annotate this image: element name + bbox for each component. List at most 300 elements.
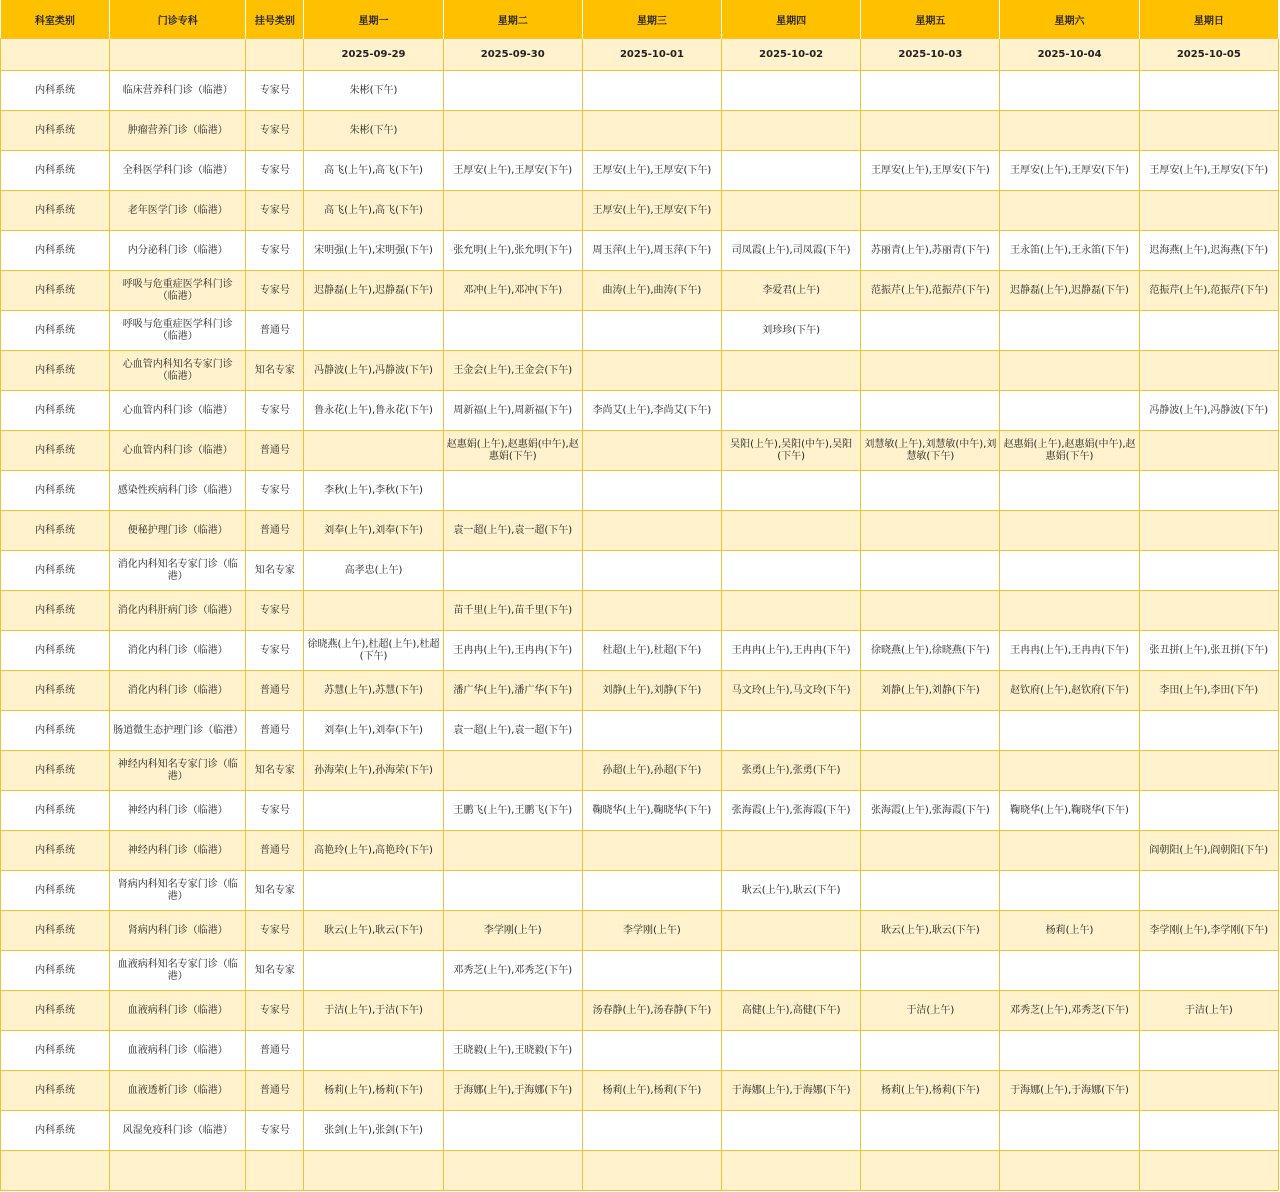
- mon-cell[interactable]: [304, 1151, 443, 1191]
- sat-cell[interactable]: [1000, 511, 1139, 551]
- thu-cell[interactable]: [722, 191, 861, 231]
- tue-cell[interactable]: 周新福(上午),周新福(下午): [443, 391, 582, 431]
- clinic-cell: 血液病科知名专家门诊（临港）: [110, 951, 246, 991]
- dept-category-cell: 内科系统: [1, 191, 110, 231]
- wed-cell[interactable]: 曲涛(上午),曲涛(下午): [582, 271, 721, 311]
- col-header-mon: 星期一: [304, 0, 443, 39]
- reg-type-cell: 知名专家: [246, 751, 304, 791]
- sun-cell[interactable]: [1139, 1071, 1278, 1111]
- clinic-cell: [110, 1151, 246, 1191]
- col-header-clinic: 门诊专科: [110, 0, 246, 39]
- wed-cell[interactable]: [582, 431, 721, 471]
- fri-cell[interactable]: 杨莉(上午),杨莉(下午): [861, 1071, 1000, 1111]
- tue-cell[interactable]: [443, 111, 582, 151]
- thu-cell[interactable]: 张海霞(上午),张海霞(下午): [722, 791, 861, 831]
- tue-cell[interactable]: [443, 871, 582, 911]
- thu-cell[interactable]: 司凤霞(上午),司凤霞(下午): [722, 231, 861, 271]
- clinic-cell: 老年医学门诊（临港）: [110, 191, 246, 231]
- tue-cell[interactable]: 王鹏飞(上午),王鹏飞(下午): [443, 791, 582, 831]
- sun-cell[interactable]: 李学刚(上午),李学刚(下午): [1139, 911, 1278, 951]
- reg-type-cell: 普通号: [246, 711, 304, 751]
- sat-cell[interactable]: [1000, 831, 1139, 871]
- wed-cell[interactable]: [582, 1111, 721, 1151]
- fri-cell[interactable]: 徐晓燕(上午),徐晓燕(下午): [861, 631, 1000, 671]
- fri-cell[interactable]: [861, 191, 1000, 231]
- sun-cell[interactable]: 于洁(上午): [1139, 991, 1278, 1031]
- dept-category-cell: 内科系统: [1, 751, 110, 791]
- tue-cell[interactable]: 张允明(上午),张允明(下午): [443, 231, 582, 271]
- clinic-cell: 神经内科门诊（临港）: [110, 831, 246, 871]
- sat-cell[interactable]: [1000, 71, 1139, 111]
- table-row: [1, 751, 1279, 791]
- thu-cell[interactable]: [722, 351, 861, 391]
- dept-category-cell: 内科系统: [1, 231, 110, 271]
- wed-cell[interactable]: 李尚艾(上午),李尚艾(下午): [582, 391, 721, 431]
- tue-cell[interactable]: [443, 551, 582, 591]
- sat-cell[interactable]: [1000, 951, 1139, 991]
- sat-cell[interactable]: 赵惠娟(上午),赵惠娟(中午),赵惠娟(下午): [1000, 431, 1139, 471]
- wed-cell[interactable]: [582, 831, 721, 871]
- wed-cell[interactable]: [582, 871, 721, 911]
- wed-cell[interactable]: [582, 1031, 721, 1071]
- sun-cell[interactable]: [1139, 511, 1278, 551]
- reg-type-cell: 专家号: [246, 111, 304, 151]
- reg-type-cell: 专家号: [246, 1111, 304, 1151]
- fri-cell[interactable]: [861, 591, 1000, 631]
- wed-cell[interactable]: [582, 951, 721, 991]
- thu-cell[interactable]: 马文玲(上午),马文玲(下午): [722, 671, 861, 711]
- reg-type-cell: 知名专家: [246, 871, 304, 911]
- reg-type-cell: 普通号: [246, 1031, 304, 1071]
- wed-cell[interactable]: 刘静(上午),刘静(下午): [582, 671, 721, 711]
- tue-cell[interactable]: 赵惠娟(上午),赵惠娟(中午),赵惠娟(下午): [443, 431, 582, 471]
- col-header-sat: 星期六: [1000, 0, 1139, 39]
- sun-cell[interactable]: 范振芹(上午),范振芹(下午): [1139, 271, 1278, 311]
- sat-cell[interactable]: [1000, 591, 1139, 631]
- reg-type-cell: 专家号: [246, 991, 304, 1031]
- reg-type-cell: 专家号: [246, 591, 304, 631]
- mon-cell[interactable]: 宋明强(上午),宋明强(下午): [304, 231, 443, 271]
- tue-cell[interactable]: 邓秀芝(上午),邓秀芝(下午): [443, 951, 582, 991]
- sat-cell[interactable]: [1000, 311, 1139, 351]
- clinic-cell: 呼吸与危重症医学科门诊（临港）: [110, 311, 246, 351]
- mon-cell[interactable]: 高飞(上午),高飞(下午): [304, 191, 443, 231]
- tue-cell[interactable]: [443, 991, 582, 1031]
- tue-cell[interactable]: 于海娜(上午),于海娜(下午): [443, 1071, 582, 1111]
- tue-cell[interactable]: [443, 311, 582, 351]
- sat-cell[interactable]: [1000, 111, 1139, 151]
- tue-cell[interactable]: [443, 1151, 582, 1191]
- fri-cell[interactable]: [861, 951, 1000, 991]
- sat-cell[interactable]: [1000, 711, 1139, 751]
- fri-cell[interactable]: [861, 871, 1000, 911]
- fri-cell[interactable]: [861, 1111, 1000, 1151]
- dept-category-cell: 内科系统: [1, 711, 110, 751]
- wed-cell[interactable]: [582, 111, 721, 151]
- sat-cell[interactable]: 王厚安(上午),王厚安(下午): [1000, 151, 1139, 191]
- sat-cell[interactable]: 杨莉(上午): [1000, 911, 1139, 951]
- mon-cell[interactable]: 杨莉(上午),杨莉(下午): [304, 1071, 443, 1111]
- sun-cell[interactable]: 王厚安(上午),王厚安(下午): [1139, 151, 1278, 191]
- col-header-reg-type: 挂号类别: [246, 0, 304, 39]
- clinic-cell: 呼吸与危重症医学科门诊（临港）: [110, 271, 246, 311]
- fri-cell[interactable]: [861, 831, 1000, 871]
- wed-cell[interactable]: 鞠晓华(上午),鞠晓华(下午): [582, 791, 721, 831]
- sun-cell[interactable]: [1139, 1031, 1278, 1071]
- dept-category-cell: 内科系统: [1, 471, 110, 511]
- sun-cell[interactable]: [1139, 431, 1278, 471]
- reg-type-cell: 普通号: [246, 1071, 304, 1111]
- sun-cell[interactable]: 张丑拼(上午),张丑拼(下午): [1139, 631, 1278, 671]
- date-cell: 2025-09-29: [304, 39, 443, 71]
- sat-cell[interactable]: [1000, 1151, 1139, 1191]
- thu-cell[interactable]: 刘珍珍(下午): [722, 311, 861, 351]
- dept-category-cell: 内科系统: [1, 311, 110, 351]
- mon-cell[interactable]: 高孝忠(上午): [304, 551, 443, 591]
- table-row: [1, 111, 1279, 151]
- fri-cell[interactable]: 刘静(上午),刘静(下午): [861, 671, 1000, 711]
- thu-cell[interactable]: [722, 831, 861, 871]
- sun-cell[interactable]: [1139, 191, 1278, 231]
- wed-cell[interactable]: 杨莉(上午),杨莉(下午): [582, 1071, 721, 1111]
- reg-type-cell: 专家号: [246, 471, 304, 511]
- fri-cell[interactable]: [861, 551, 1000, 591]
- wed-cell[interactable]: [582, 71, 721, 111]
- table-row: [1, 791, 1279, 831]
- thu-cell[interactable]: 于海娜(上午),于海娜(下午): [722, 1071, 861, 1111]
- tue-cell[interactable]: [443, 471, 582, 511]
- fri-cell[interactable]: 苏丽青(上午),苏丽青(下午): [861, 231, 1000, 271]
- thu-cell[interactable]: 张勇(上午),张勇(下午): [722, 751, 861, 791]
- sun-cell[interactable]: 迟海燕(上午),迟海燕(下午): [1139, 231, 1278, 271]
- mon-cell[interactable]: [304, 951, 443, 991]
- table-row: [1, 271, 1279, 311]
- wed-cell[interactable]: [582, 591, 721, 631]
- sun-cell[interactable]: [1139, 111, 1278, 151]
- sat-cell[interactable]: 于海娜(上午),于海娜(下午): [1000, 1071, 1139, 1111]
- tue-cell[interactable]: [443, 71, 582, 111]
- fri-cell[interactable]: [861, 1031, 1000, 1071]
- thu-cell[interactable]: [722, 591, 861, 631]
- fri-cell[interactable]: [861, 711, 1000, 751]
- clinic-cell: 临床营养科门诊（临港）: [110, 71, 246, 111]
- reg-type-cell: 普通号: [246, 831, 304, 871]
- dept-category-cell: 内科系统: [1, 1031, 110, 1071]
- sun-cell[interactable]: [1139, 751, 1278, 791]
- dept-category-cell: 内科系统: [1, 431, 110, 471]
- dept-category-cell: 内科系统: [1, 71, 110, 111]
- sat-cell[interactable]: 邓秀芝(上午),邓秀芝(下午): [1000, 991, 1139, 1031]
- mon-cell[interactable]: 徐晓燕(上午),杜超(上午),杜超(下午): [304, 631, 443, 671]
- col-header-sun: 星期日: [1139, 0, 1278, 39]
- reg-type-cell: [246, 1151, 304, 1191]
- sat-cell[interactable]: [1000, 471, 1139, 511]
- clinic-cell: 消化内科门诊（临港）: [110, 631, 246, 671]
- header-row: [1, 0, 1279, 39]
- wed-cell[interactable]: [582, 711, 721, 751]
- thu-cell[interactable]: [722, 391, 861, 431]
- sun-cell[interactable]: [1139, 551, 1278, 591]
- reg-type-cell: 专家号: [246, 271, 304, 311]
- sun-cell[interactable]: [1139, 351, 1278, 391]
- mon-cell[interactable]: 于洁(上午),于洁(下午): [304, 991, 443, 1031]
- clinic-cell: 感染性疾病科门诊（临港）: [110, 471, 246, 511]
- thu-cell[interactable]: 吴阳(上午),吴阳(中午),吴阳(下午): [722, 431, 861, 471]
- dept-category-cell: 内科系统: [1, 511, 110, 551]
- mon-cell[interactable]: [304, 311, 443, 351]
- dept-category-cell: 内科系统: [1, 631, 110, 671]
- sun-cell[interactable]: [1139, 791, 1278, 831]
- sun-cell[interactable]: [1139, 71, 1278, 111]
- tue-cell[interactable]: 潘广华(上午),潘广华(下午): [443, 671, 582, 711]
- fri-cell[interactable]: 于洁(上午): [861, 991, 1000, 1031]
- tue-cell[interactable]: 王冉冉(上午),王冉冉(下午): [443, 631, 582, 671]
- mon-cell[interactable]: 苏慧(上午),苏慧(下午): [304, 671, 443, 711]
- sat-cell[interactable]: 鞠晓华(上午),鞠晓华(下午): [1000, 791, 1139, 831]
- wed-cell[interactable]: 周玉萍(上午),周玉萍(下午): [582, 231, 721, 271]
- table-row: [1, 1071, 1279, 1111]
- sat-cell[interactable]: [1000, 1111, 1139, 1151]
- tue-cell[interactable]: 邓冲(上午),邓冲(下午): [443, 271, 582, 311]
- date-cell: 2025-10-03: [861, 39, 1000, 71]
- fri-cell[interactable]: [861, 311, 1000, 351]
- table-row: [1, 471, 1279, 511]
- tue-cell[interactable]: 袁一超(上午),袁一超(下午): [443, 511, 582, 551]
- fri-cell[interactable]: [861, 1151, 1000, 1191]
- dept-category-cell: 内科系统: [1, 791, 110, 831]
- clinic-cell: 肠道微生态护理门诊（临港）: [110, 711, 246, 751]
- col-header-dept-category: 科室类别: [1, 0, 110, 39]
- tue-cell[interactable]: 袁一超(上午),袁一超(下午): [443, 711, 582, 751]
- table-row: [1, 1111, 1279, 1151]
- table-row: [1, 351, 1279, 391]
- wed-cell[interactable]: [582, 511, 721, 551]
- thu-cell[interactable]: [722, 1111, 861, 1151]
- mon-cell[interactable]: 高艳玲(上午),高艳玲(下午): [304, 831, 443, 871]
- tue-cell[interactable]: 王金会(上午),王金会(下午): [443, 351, 582, 391]
- thu-cell[interactable]: [722, 471, 861, 511]
- thu-cell[interactable]: [722, 511, 861, 551]
- dept-category-cell: 内科系统: [1, 1111, 110, 1151]
- mon-cell[interactable]: 耿云(上午),耿云(下午): [304, 911, 443, 951]
- col-header-thu: 星期四: [722, 0, 861, 39]
- reg-type-cell: 普通号: [246, 431, 304, 471]
- date-cell: 2025-09-30: [443, 39, 582, 71]
- thu-cell[interactable]: [722, 151, 861, 191]
- tue-cell[interactable]: [443, 831, 582, 871]
- sat-cell[interactable]: 迟静磊(上午),迟静磊(下午): [1000, 271, 1139, 311]
- fri-cell[interactable]: [861, 511, 1000, 551]
- mon-cell[interactable]: 刘奉(上午),刘奉(下午): [304, 511, 443, 551]
- sun-cell[interactable]: [1139, 311, 1278, 351]
- fri-cell[interactable]: 张海霞(上午),张海霞(下午): [861, 791, 1000, 831]
- fri-cell[interactable]: 王厚安(上午),王厚安(下午): [861, 151, 1000, 191]
- tue-cell[interactable]: [443, 191, 582, 231]
- wed-cell[interactable]: [582, 351, 721, 391]
- date-cell: 2025-10-04: [1000, 39, 1139, 71]
- date-cell: [1, 39, 110, 71]
- thu-cell[interactable]: [722, 951, 861, 991]
- dept-category-cell: 内科系统: [1, 271, 110, 311]
- wed-cell[interactable]: [582, 1151, 721, 1191]
- thu-cell[interactable]: [722, 1031, 861, 1071]
- thu-cell[interactable]: 王冉冉(上午),王冉冉(下午): [722, 631, 861, 671]
- thu-cell[interactable]: 高健(上午),高健(下午): [722, 991, 861, 1031]
- clinic-cell: 心血管内科门诊（临港）: [110, 391, 246, 431]
- reg-type-cell: 普通号: [246, 511, 304, 551]
- sat-cell[interactable]: [1000, 391, 1139, 431]
- thu-cell[interactable]: 李爱君(上午): [722, 271, 861, 311]
- wed-cell[interactable]: 王厚安(上午),王厚安(下午): [582, 191, 721, 231]
- table-row: [1, 951, 1279, 991]
- sat-cell[interactable]: 赵钦府(上午),赵钦府(下午): [1000, 671, 1139, 711]
- mon-cell[interactable]: 张剑(上午),张剑(下午): [304, 1111, 443, 1151]
- sat-cell[interactable]: [1000, 551, 1139, 591]
- thu-cell[interactable]: [722, 551, 861, 591]
- clinic-cell: 心血管内科知名专家门诊（临港）: [110, 351, 246, 391]
- table-row: [1, 711, 1279, 751]
- dept-category-cell: 内科系统: [1, 671, 110, 711]
- mon-cell[interactable]: 迟静磊(上午),迟静磊(下午): [304, 271, 443, 311]
- dept-category-cell: 内科系统: [1, 591, 110, 631]
- mon-cell[interactable]: [304, 791, 443, 831]
- table-row: [1, 391, 1279, 431]
- tue-cell[interactable]: 王晓毅(上午),王晓毅(下午): [443, 1031, 582, 1071]
- sun-cell[interactable]: 阎朝阳(上午),阎朝阳(下午): [1139, 831, 1278, 871]
- wed-cell[interactable]: [582, 551, 721, 591]
- dept-category-cell: 内科系统: [1, 351, 110, 391]
- reg-type-cell: 专家号: [246, 191, 304, 231]
- sun-cell[interactable]: 冯静波(上午),冯静波(下午): [1139, 391, 1278, 431]
- sat-cell[interactable]: [1000, 1031, 1139, 1071]
- clinic-cell: 心血管内科门诊（临港）: [110, 431, 246, 471]
- tue-cell[interactable]: 王厚安(上午),王厚安(下午): [443, 151, 582, 191]
- sun-cell[interactable]: [1139, 591, 1278, 631]
- dept-category-cell: 内科系统: [1, 831, 110, 871]
- date-cell: [246, 39, 304, 71]
- tue-cell[interactable]: [443, 1111, 582, 1151]
- wed-cell[interactable]: [582, 311, 721, 351]
- sat-cell[interactable]: [1000, 751, 1139, 791]
- thu-cell[interactable]: [722, 111, 861, 151]
- table-row: [1, 671, 1279, 711]
- fri-cell[interactable]: [861, 111, 1000, 151]
- clinic-cell: 内分泌科门诊（临港）: [110, 231, 246, 271]
- sat-cell[interactable]: [1000, 351, 1139, 391]
- date-cell: 2025-10-02: [722, 39, 861, 71]
- reg-type-cell: 专家号: [246, 231, 304, 271]
- schedule-body: [1, 71, 1279, 1191]
- table-row: [1, 991, 1279, 1031]
- reg-type-cell: 普通号: [246, 311, 304, 351]
- tue-cell[interactable]: [443, 751, 582, 791]
- sun-cell[interactable]: 李田(上午),李田(下午): [1139, 671, 1278, 711]
- sun-cell[interactable]: [1139, 471, 1278, 511]
- thu-cell[interactable]: 耿云(上午),耿云(下午): [722, 871, 861, 911]
- fri-cell[interactable]: 耿云(上午),耿云(下午): [861, 911, 1000, 951]
- reg-type-cell: 专家号: [246, 391, 304, 431]
- sat-cell[interactable]: [1000, 871, 1139, 911]
- thu-cell[interactable]: [722, 71, 861, 111]
- fri-cell[interactable]: 范振芹(上午),范振芹(下午): [861, 271, 1000, 311]
- fri-cell[interactable]: [861, 751, 1000, 791]
- sun-cell[interactable]: [1139, 711, 1278, 751]
- reg-type-cell: 专家号: [246, 791, 304, 831]
- mon-cell[interactable]: 鲁永花(上午),鲁永花(下午): [304, 391, 443, 431]
- col-header-fri: 星期五: [861, 0, 1000, 39]
- thu-cell[interactable]: [722, 1151, 861, 1191]
- mon-cell[interactable]: 孙海荣(上午),孙海荣(下午): [304, 751, 443, 791]
- mon-cell[interactable]: 朱彬(下午): [304, 71, 443, 111]
- sat-cell[interactable]: [1000, 191, 1139, 231]
- mon-cell[interactable]: [304, 431, 443, 471]
- tue-cell[interactable]: 苗千里(上午),苗千里(下午): [443, 591, 582, 631]
- date-cell: 2025-10-05: [1139, 39, 1278, 71]
- clinic-cell: 便秘护理门诊（临港）: [110, 511, 246, 551]
- fri-cell[interactable]: 刘慧敏(上午),刘慧敏(中午),刘慧敏(下午): [861, 431, 1000, 471]
- sun-cell[interactable]: [1139, 871, 1278, 911]
- table-row: [1, 311, 1279, 351]
- clinic-cell: 肿瘤营养门诊（临港）: [110, 111, 246, 151]
- fri-cell[interactable]: [861, 351, 1000, 391]
- date-cell: [110, 39, 246, 71]
- wed-cell[interactable]: 杜超(上午),杜超(下午): [582, 631, 721, 671]
- clinic-cell: 全科医学科门诊（临港）: [110, 151, 246, 191]
- clinic-cell: 消化内科肝病门诊（临港）: [110, 591, 246, 631]
- sun-cell[interactable]: [1139, 1151, 1278, 1191]
- clinic-cell: 血液病科门诊（临港）: [110, 991, 246, 1031]
- dept-category-cell: 内科系统: [1, 911, 110, 951]
- reg-type-cell: 专家号: [246, 911, 304, 951]
- wed-cell[interactable]: 王厚安(上午),王厚安(下午): [582, 151, 721, 191]
- dept-category-cell: 内科系统: [1, 1071, 110, 1111]
- sun-cell[interactable]: [1139, 951, 1278, 991]
- fri-cell[interactable]: [861, 71, 1000, 111]
- clinic-cell: 血液透析门诊（临港）: [110, 1071, 246, 1111]
- mon-cell[interactable]: 冯静波(上午),冯静波(下午): [304, 351, 443, 391]
- mon-cell[interactable]: [304, 871, 443, 911]
- wed-cell[interactable]: [582, 471, 721, 511]
- clinic-cell: 风湿免疫科门诊（临港）: [110, 1111, 246, 1151]
- dept-category-cell: 内科系统: [1, 551, 110, 591]
- wed-cell[interactable]: 李学刚(上午): [582, 911, 721, 951]
- dept-category-cell: [1, 1151, 110, 1191]
- sat-cell[interactable]: 王冉冉(上午),王冉冉(下午): [1000, 631, 1139, 671]
- table-row: [1, 551, 1279, 591]
- sat-cell[interactable]: 王永笛(上午),王永笛(下午): [1000, 231, 1139, 271]
- mon-cell[interactable]: [304, 591, 443, 631]
- wed-cell[interactable]: 孙超(上午),孙超(下午): [582, 751, 721, 791]
- tue-cell[interactable]: 李学刚(上午): [443, 911, 582, 951]
- thu-cell[interactable]: [722, 711, 861, 751]
- reg-type-cell: 专家号: [246, 71, 304, 111]
- table-row: [1, 191, 1279, 231]
- sun-cell[interactable]: [1139, 1111, 1278, 1151]
- dept-category-cell: 内科系统: [1, 951, 110, 991]
- mon-cell[interactable]: 刘奉(上午),刘奉(下午): [304, 711, 443, 751]
- thu-cell[interactable]: [722, 911, 861, 951]
- mon-cell[interactable]: 高飞(上午),高飞(下午): [304, 151, 443, 191]
- table-row: [1, 831, 1279, 871]
- fri-cell[interactable]: [861, 391, 1000, 431]
- mon-cell[interactable]: 李秋(上午),李秋(下午): [304, 471, 443, 511]
- fri-cell[interactable]: [861, 471, 1000, 511]
- mon-cell[interactable]: 朱彬(下午): [304, 111, 443, 151]
- table-row: [1, 511, 1279, 551]
- wed-cell[interactable]: 汤春静(上午),汤春静(下午): [582, 991, 721, 1031]
- mon-cell[interactable]: [304, 1031, 443, 1071]
- clinic-cell: 肾病内科知名专家门诊（临港）: [110, 871, 246, 911]
